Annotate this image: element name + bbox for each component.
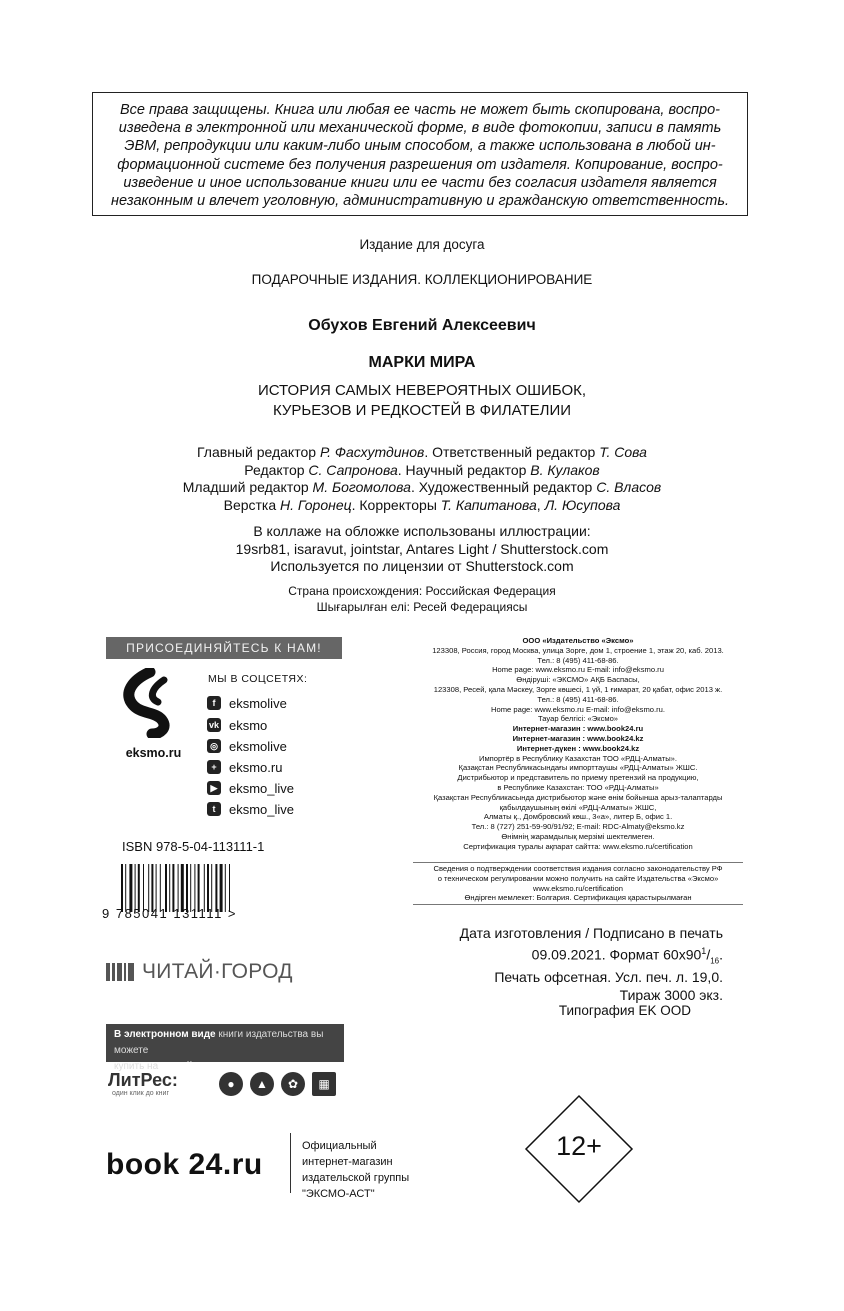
- publisher-line: қабылдаушының өкілі «РДЦ-Алматы» ЖШС,: [499, 802, 657, 812]
- book-title: МАРКИ МИРА: [368, 354, 476, 371]
- book24-description: [302, 1138, 409, 1202]
- credit-line: [0, 479, 844, 497]
- illustration-line: Используется по лицензии от Shutterstock.com: [270, 558, 574, 574]
- litres-banner[interactable]: [106, 1024, 344, 1072]
- certification-info: [413, 864, 743, 903]
- credit-person: С. Власов: [596, 479, 662, 495]
- credit-role: Редактор: [244, 461, 309, 478]
- credit-role: ,: [536, 496, 545, 513]
- divider: [413, 862, 743, 863]
- social-facebook[interactable]: [207, 693, 287, 713]
- illustration-credits: [0, 523, 844, 576]
- publisher-line: Қазақстан Республикасындағы импорттаушы «РДЦ-Алматы» ЖШС.: [458, 763, 698, 773]
- credit-line: [0, 462, 844, 480]
- illustration-line: 19srb81, isaravut, jointstar, Antares Light / Shutterstock.com: [235, 540, 609, 557]
- twitter-icon: t: [207, 802, 221, 816]
- social-instagram[interactable]: [207, 736, 287, 756]
- subtitle-line: КУРЬЕЗОВ И РЕДКОСТЕЙ В ФИЛАТЕЛИИ: [272, 402, 572, 419]
- book24-desc-line: "ЭКСМО-АСТ": [302, 1188, 375, 1200]
- facebook-icon: f: [207, 696, 221, 710]
- credit-person: С. Сапронова: [308, 461, 398, 478]
- instagram-icon: ◎: [207, 739, 221, 753]
- publisher-line: Импортёр в Республику Казахстан ТОО «РДЦ-Алматы».: [478, 753, 677, 763]
- credit-person: Р. Фасхутдинов: [319, 444, 425, 460]
- chitai-gorod-icon: [106, 963, 136, 981]
- chitai-gorod-text: ЧИТАЙ·ГОРОД: [142, 960, 293, 983]
- age-rating: 12+: [556, 1131, 602, 1161]
- copyright-notice: [92, 92, 748, 216]
- credit-role: . Художественный редактор: [410, 479, 597, 495]
- vk-icon: vk: [208, 720, 219, 730]
- printer: Типография EK OOD: [558, 1003, 691, 1018]
- join-us-banner: ПРИСОЕДИНЯЙТЕСЬ К НАМ!: [106, 637, 342, 659]
- book24-logo[interactable]: book 24.ru: [106, 1148, 263, 1181]
- author: Обухов Евгений Алексеевич: [308, 317, 536, 334]
- publisher-line: Тауар белгісі: «Эксмо»: [537, 714, 619, 724]
- cert-line: Өндірген мемлекет: Болгария. Сертификация қарастырылмаған: [464, 893, 692, 903]
- eksmo-site-link[interactable]: eksmo.ru: [125, 746, 182, 760]
- cert-line: Сведения о подтверждении соответствия издания согласно законодательству РФ: [433, 864, 723, 873]
- isbn: ISBN 978-5-04-113111-1: [122, 839, 265, 854]
- publisher-info: [413, 636, 743, 852]
- social-youtube[interactable]: [207, 778, 294, 798]
- publisher-line: 123308, Ресей, қала Мәскеу, Зорге көшесі, 1 үй, 1 ғимарат, 20 қабат, офис 2013 ж.: [433, 684, 723, 694]
- divider: [413, 904, 743, 905]
- credit-line: [0, 444, 844, 462]
- publisher-line: Өнімнің жарамдылық мерзімі шектелмеген.: [501, 831, 655, 841]
- social-twitter[interactable]: [207, 799, 294, 819]
- book-subtitle: [0, 381, 844, 421]
- litres-slogan: один клик до книг: [112, 1090, 170, 1097]
- publisher-line: ООО «Издательство «Эксмо»: [522, 636, 634, 645]
- copyright-line: незаконным и влечет уголовную, административную и гражданскую ответственность.: [111, 193, 729, 210]
- android-icon: ▲: [250, 1072, 274, 1096]
- origin-country: [0, 583, 844, 615]
- credit-person: В. Кулаков: [530, 461, 600, 478]
- publisher-line: Тел.: 8 (495) 411-68-86.: [537, 655, 619, 665]
- copyright-line: изведение и иное использование книги или ее части без согласия издателя является: [123, 174, 717, 191]
- social-handle: eksmolive: [229, 695, 287, 711]
- printing-line: Печать офсетная. Усл. печ. л. 19,0.: [494, 969, 723, 986]
- publisher-line: Дистрибьютор и представитель по приему претензий на продукцию,: [457, 773, 699, 783]
- publisher-line: в Республике Казахстан: ТОО «РДЦ-Алматы»: [497, 782, 659, 792]
- credit-role: Верстка: [223, 496, 281, 513]
- publisher-line: Интернет-дүкен : www.book24.kz: [516, 743, 640, 753]
- origin-line: Шығарылған елі: Ресей Федерациясы: [316, 600, 528, 614]
- credit-person: Л. Юсупова: [544, 496, 621, 513]
- copyright-line: ЭВМ, репродукции или каким-либо иным способом, а также использована в любой ин-: [124, 138, 716, 155]
- publisher-line: Тел.: 8 (727) 251-59-90/91/92; E-mail: RDC-Almaty@eksmo.kz: [471, 822, 685, 832]
- publisher-line: Сертификация туралы ақпарат сайтта: www.eksmo.ru/certification: [463, 841, 693, 851]
- social-handle: eksmo: [229, 717, 268, 733]
- publisher-line: Home page: www.eksmo.ru E-mail: info@eksmo.ru.: [491, 704, 665, 714]
- credit-role: . Ответственный редактор: [424, 444, 600, 460]
- social-handle: eksmolive: [229, 738, 287, 754]
- subtitle-line: ИСТОРИЯ САМЫХ НЕВЕРОЯТНЫХ ОШИБОК,: [257, 382, 587, 399]
- eksmo-logo: [112, 668, 192, 738]
- illustration-line: В коллаже на обложке использованы иллюстрации:: [253, 523, 591, 539]
- publisher-line: Тел.: 8 (495) 411-68-86.: [537, 694, 619, 704]
- credit-role: Младший редактор: [182, 479, 313, 495]
- edition-type: Издание для досуга: [359, 237, 485, 252]
- social-eksmo-ru[interactable]: [207, 757, 282, 777]
- origin-line: Страна происхождения: Российская Федерация: [288, 584, 556, 598]
- printing-line: Дата изготовления / Подписано в печать: [459, 925, 723, 941]
- credit-person: Н. Горонец: [280, 496, 352, 513]
- publisher-line: Интернет-магазин : www.book24.ru: [512, 724, 644, 734]
- social-handle: eksmo_live: [229, 801, 295, 817]
- litres-line: купить на www.litres.ru: [114, 1061, 224, 1072]
- book24-desc-line: интернет-магазин: [302, 1156, 393, 1168]
- credit-person: М. Богомолова: [312, 479, 411, 495]
- credit-role: Главный редактор: [197, 444, 320, 460]
- publisher-line: Home page: www.eksmo.ru E-mail: info@eksmo.ru: [492, 665, 664, 675]
- publisher-line: Қазақстан Республикасында дистрибьютор және өнім бойынша арыз-талаптарды: [433, 792, 723, 802]
- cert-line: о техническом регулировании можно получить на сайте Издательства «Эксмо»: [437, 873, 719, 883]
- book24-desc-line: Официальный: [302, 1140, 377, 1152]
- copyright-line: формационной системе без получения разрешения от издателя. Копирование, воспро-: [117, 156, 723, 173]
- publisher-line: Интернет-магазин : www.book24.kz: [512, 733, 644, 743]
- printing-line: Тираж 3000 экз.: [619, 986, 723, 1003]
- credit-line: [0, 497, 844, 515]
- publisher-line: 123308, Россия, город Москва, улица Зорге, дом 1, строение 1, этаж 20, каб. 2013.: [432, 645, 724, 655]
- divider: [290, 1133, 291, 1193]
- socials-label: МЫ В СОЦСЕТЯХ:: [208, 673, 308, 685]
- credits: [0, 444, 844, 514]
- credit-person: Т. Капитанова: [440, 496, 537, 513]
- printing-line: 09.09.2021. Формат $60х90^1/_{16}$.: [531, 945, 723, 965]
- copyright-line: изведена в электронной или механической форме, в виде фотокопии, записи в память: [118, 120, 722, 137]
- litres-logo[interactable]: ЛитРес:: [108, 1070, 178, 1090]
- credit-person: Т. Сова: [599, 444, 647, 460]
- social-handle: eksmo.ru: [229, 759, 283, 775]
- barcode-number: 9 785041 131111 >: [102, 906, 238, 921]
- windows-phone-icon: ✿: [281, 1072, 305, 1096]
- chitai-gorod-logo[interactable]: [106, 960, 293, 984]
- publisher-line: Алматы қ., Домбровский көш., 3«а», литер Б, офис 1.: [483, 812, 673, 822]
- social-handle: eksmo_live: [229, 780, 295, 796]
- publisher-line: Өндіруші: «ЭКСМО» АҚБ Баспасы,: [516, 675, 640, 685]
- apple-icon: ●: [219, 1072, 243, 1096]
- youtube-icon: ▶: [207, 781, 221, 795]
- book24-desc-line: издательской группы: [302, 1172, 410, 1184]
- windows-icon: ▦: [312, 1072, 336, 1096]
- credit-role: . Научный редактор: [397, 461, 531, 478]
- category: ПОДАРОЧНЫЕ ИЗДАНИЯ. КОЛЛЕКЦИОНИРОВАНИЕ: [251, 272, 593, 287]
- eksmo-ru-icon: +: [207, 760, 221, 774]
- litres-line: В электронном виде книги издательства вы можете: [114, 1029, 324, 1056]
- copyright-line: Все права защищены. Книга или любая ее часть не может быть скопирована, воспро-: [120, 102, 720, 118]
- credit-role: . Корректоры: [351, 496, 441, 513]
- printing-info: [413, 925, 723, 1004]
- cert-line: www.eksmo.ru/certification: [533, 883, 623, 893]
- social-vk[interactable]: [207, 715, 267, 735]
